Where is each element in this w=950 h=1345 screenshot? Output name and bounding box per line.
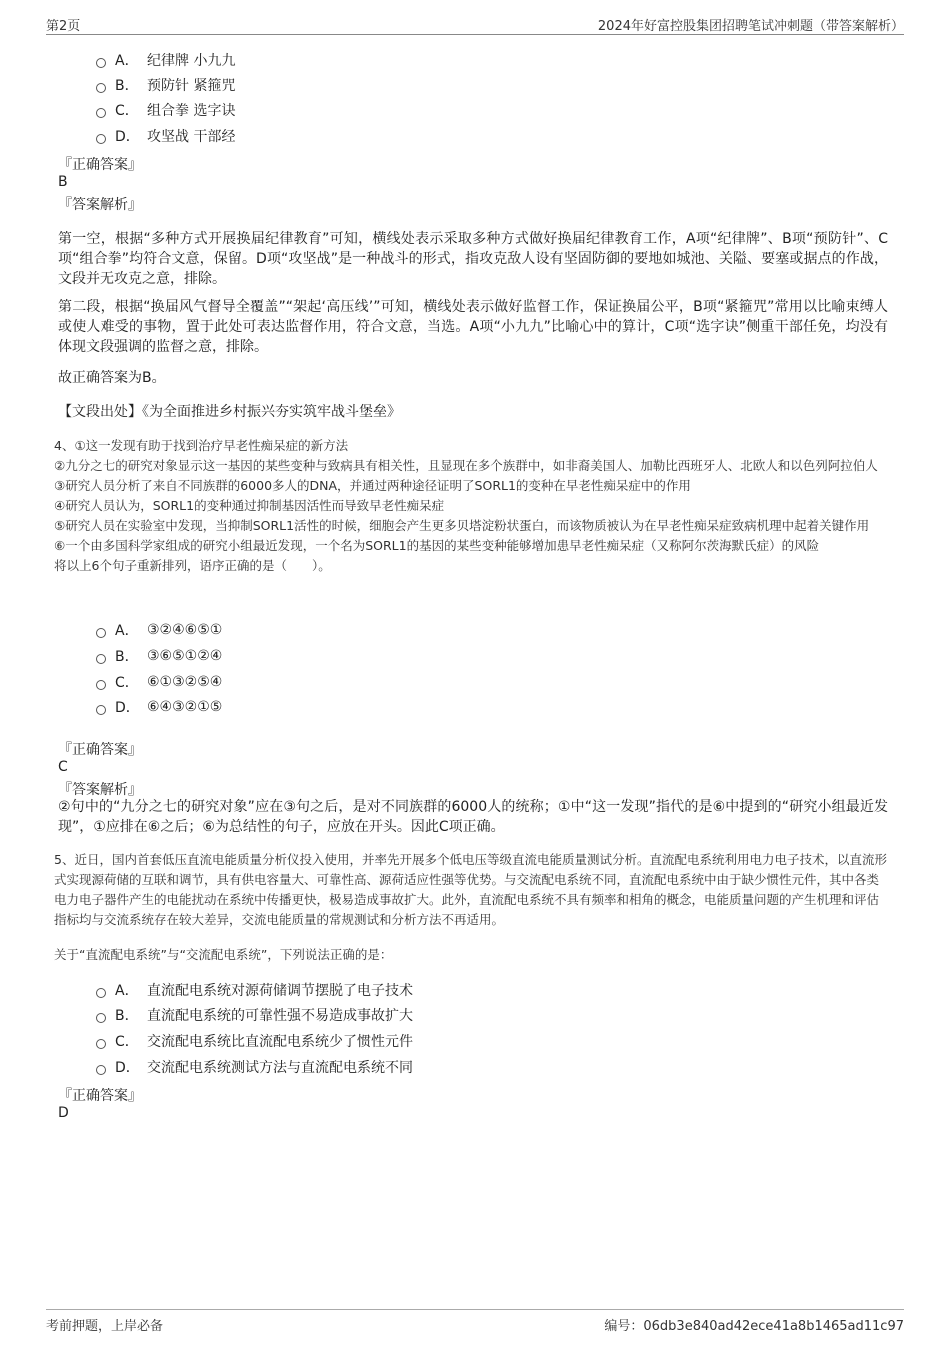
document-code: 编号：06db3e840ad42ece41a8b1465ad11c97 xyxy=(604,1319,904,1334)
page-header xyxy=(46,14,904,35)
q3-option-c[interactable]: C． 组合拳 选字诀 xyxy=(96,100,235,120)
radio-icon[interactable] xyxy=(96,1065,106,1075)
q4-line-2: ②九分之七的研究对象显示这一基因的某些变种与致病具有相关性，且显现在多个族群中，如非裔美国人、加勒比西班牙人、北欧人和以色列阿拉伯人 xyxy=(54,458,878,473)
q4-option-c[interactable]: C． ⑥①③②⑤④ xyxy=(96,672,222,692)
q5-option-d[interactable]: D． 交流配电系统测试方法与直流配电系统不同 xyxy=(96,1057,413,1077)
radio-icon[interactable] xyxy=(96,58,106,68)
radio-icon[interactable] xyxy=(96,134,106,144)
q4-analysis: ②句中的“九分之七的研究对象”应在③句之后，是对不同族群的6000人的统称；①中“这一发现”指代的是⑥中提到的“研究小组最近发现”，①应排在⑥之后；⑥为总结性的句子，应放在开头。因此C项正确。 xyxy=(58,799,888,835)
q3-source: 【文段出处】《为全面推进乡村振兴夯实筑牢战斗堡垒》 xyxy=(58,404,401,420)
q5-question: 关于“直流配电系统”与“交流配电系统”，下列说法正确的是： xyxy=(54,947,393,962)
q4-analysis-label: 『答案解析』 xyxy=(58,782,142,798)
q4-option-d[interactable]: D． ⑥④③②①⑤ xyxy=(96,697,222,717)
radio-icon[interactable] xyxy=(96,705,106,715)
radio-icon[interactable] xyxy=(96,680,106,690)
document-title: 2024年好富控股集团招聘笔试冲刺题（带答案解析） xyxy=(597,19,904,34)
radio-icon[interactable] xyxy=(96,628,106,638)
radio-icon[interactable] xyxy=(96,988,106,998)
q3-analysis-paragraph-1: 第一空，根据“多种方式开展换届纪律教育”可知，横线处表示采取多种方式做好换届纪律教育工作，A项“纪律牌”、B项“预防针”、C项“组合拳”均符合文意，保留。D项“攻坚战”是一种战斗的形式，指攻克敌人设有坚固防御的要地如城池、关隘、要塞或据点的作战，文段并无攻克之意，排除。 xyxy=(58,231,888,287)
q4-line-4: ④研究人员认为，SORL1的变种通过抑制基因活性而导致早老性痴呆症 xyxy=(54,498,445,513)
q4-answer-label: 『正确答案』 xyxy=(58,742,142,758)
q3-analysis-label: 『答案解析』 xyxy=(58,197,142,213)
radio-icon[interactable] xyxy=(96,83,106,93)
q4-answer: C xyxy=(58,759,68,775)
q4-line-3: ③研究人员分析了来自不同族群的6000多人的DNA，并通过两种途径证明了SORL1的变种在早老性痴呆症中的作用 xyxy=(54,478,691,493)
q5-option-b[interactable]: B． 直流配电系统的可靠性强不易造成事故扩大 xyxy=(96,1005,413,1025)
page-number: 第2页 xyxy=(46,19,81,34)
q4-option-b[interactable]: B． ③⑥⑤①②④ xyxy=(96,646,222,666)
q5-answer: D xyxy=(58,1105,69,1121)
q4-stem xyxy=(54,436,890,576)
q4-line-1: 4、①这一发现有助于找到治疗早老性痴呆症的新方法 xyxy=(54,438,349,453)
q3-analysis-paragraph-2: 第二段，根据“换届风气督导全覆盖”“架起‘高压线’”可知，横线处表示做好监督工作，保证换届公平，B项“紧箍咒”常用以比喻束缚人或使人难受的事物，置于此处可表达监督作用，符合文意，当选。A项“小九九”比喻心中的算计，C项“选字诀”侧重干部任免，均没有体现文段强调的监督之意，排除。 xyxy=(58,299,888,355)
q5-option-a[interactable]: A． 直流配电系统对源荷储调节摆脱了电子技术 xyxy=(96,980,413,1000)
radio-icon[interactable] xyxy=(96,108,106,118)
q4-line-6: ⑥一个由多国科学家组成的研究小组最近发现，一个名为SORL1的基因的某些变种能够增加患早老性痴呆症（又称阿尔茨海默氏症）的风险 xyxy=(54,538,820,553)
q3-option-a[interactable]: A． 纪律牌 小九九 xyxy=(96,50,235,70)
q4-option-a[interactable]: A． ③②④⑥⑤① xyxy=(96,620,222,640)
page-footer xyxy=(46,1309,904,1334)
q5-option-c[interactable]: C． 交流配电系统比直流配电系统少了惯性元件 xyxy=(96,1031,413,1051)
q3-analysis-paragraph-3: 故正确答案为B。 xyxy=(58,370,166,386)
q3-option-b[interactable]: B． 预防针 紧箍咒 xyxy=(96,75,235,95)
q5-stem: 5、近日，国内首套低压直流电能质量分析仪投入使用，并率先开展多个低电压等级直流电能质量测试分析。直流配电系统利用电力电子技术，以直流形式实现源荷储的互联和调节，具有供电容量大、可靠性高、源荷适应性强等优势。与交流配电系统不同，直流配电系统中由于缺少惯性元件，其中各类电力电子器件产生的电能扰动在系统中传播更快，极易造成事故扩大。此外，直流配电系统不具有频率和相角的概念，电能质量问题的产生机理和评估指标均与交流系统存在较大差异，交流电能质量的常规测试和分析方法不再适用。 xyxy=(54,852,887,927)
q5-answer-label: 『正确答案』 xyxy=(58,1088,142,1104)
q4-question: 将以上6个句子重新排列，语序正确的是（ ）。 xyxy=(54,558,331,573)
q4-line-5: ⑤研究人员在实验室中发现，当抑制SORL1活性的时候，细胞会产生更多贝塔淀粉状蛋白，而该物质被认为在早老性痴呆症致病机理中起着关键作用 xyxy=(54,518,870,533)
radio-icon[interactable] xyxy=(96,1039,106,1049)
q3-answer: B xyxy=(58,174,68,190)
q3-answer-label: 『正确答案』 xyxy=(58,157,142,173)
footer-slogan: 考前押题，上岸必备 xyxy=(46,1319,164,1334)
q3-option-d[interactable]: D． 攻坚战 干部经 xyxy=(96,126,235,146)
radio-icon[interactable] xyxy=(96,1013,106,1023)
radio-icon[interactable] xyxy=(96,654,106,664)
